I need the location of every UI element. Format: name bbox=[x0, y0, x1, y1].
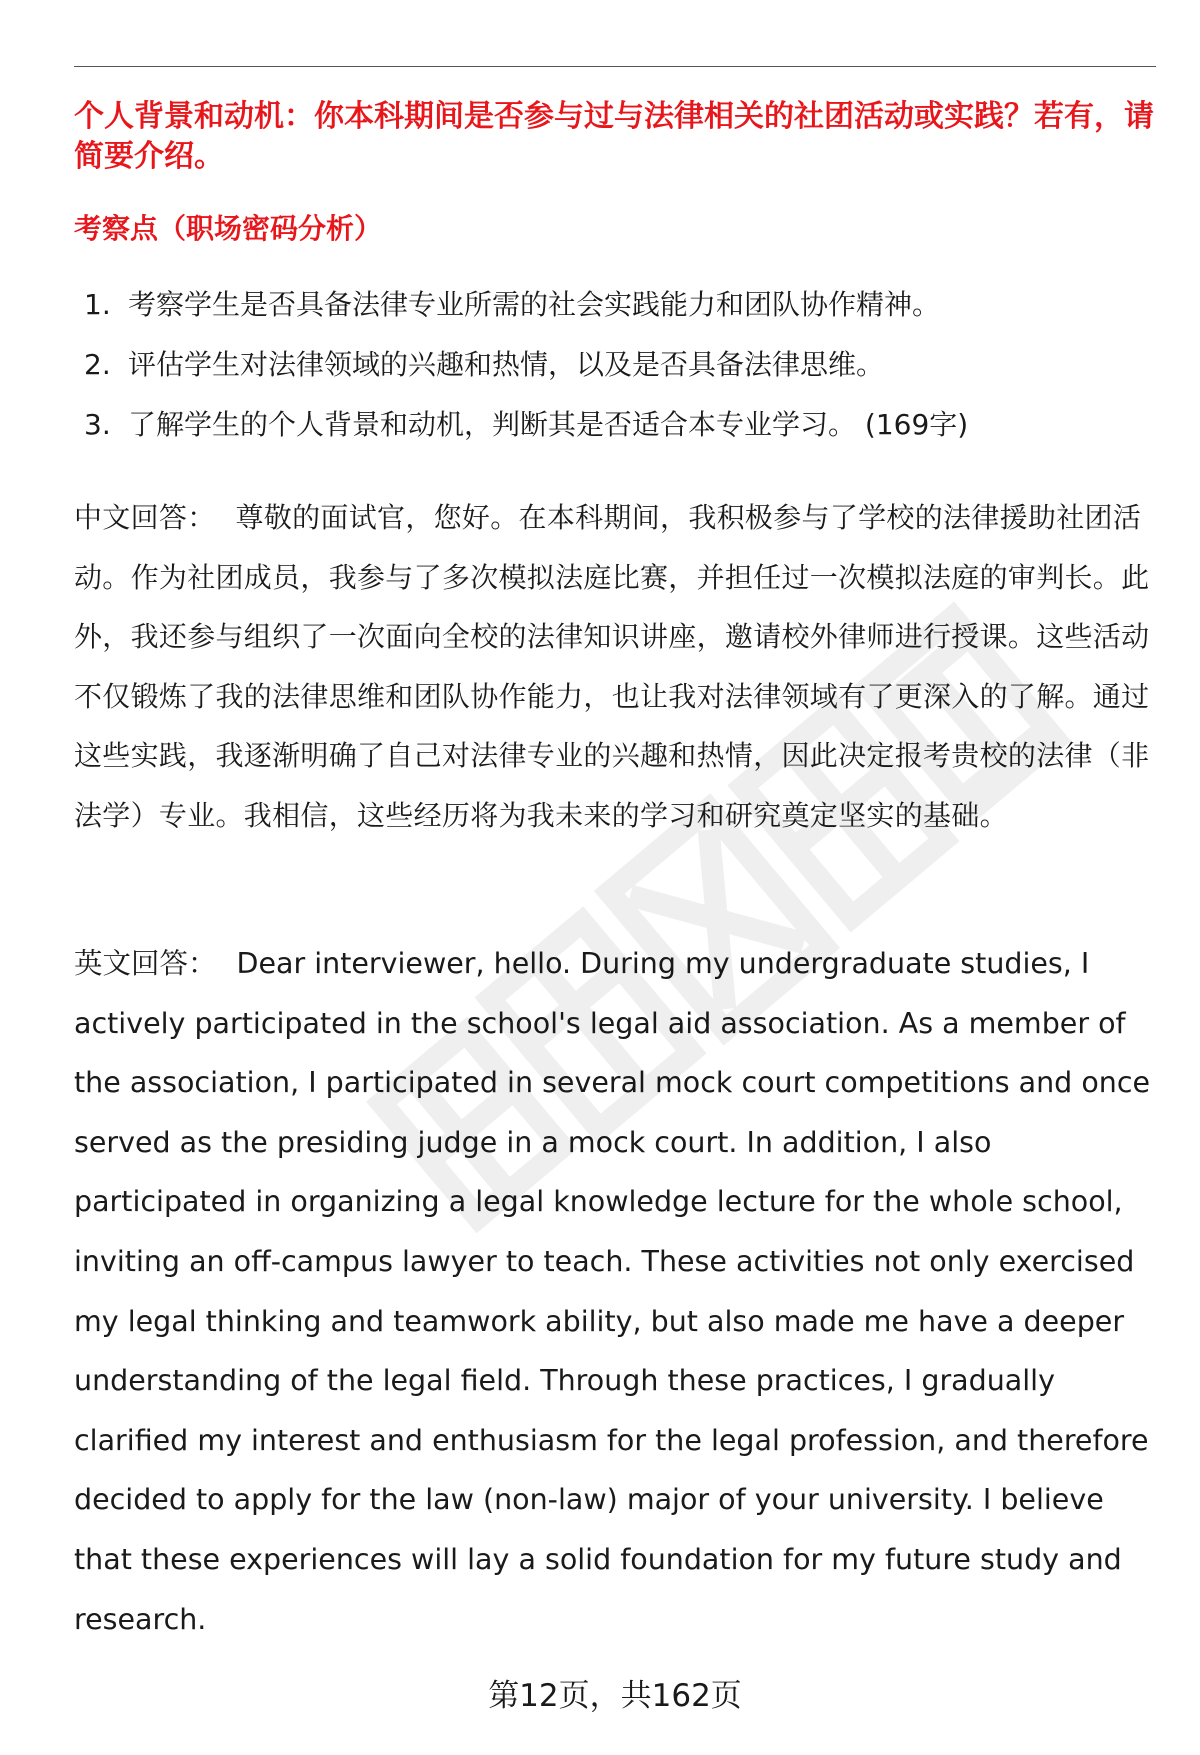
chinese-answer-label: 中文回答： bbox=[74, 501, 216, 534]
point-number: 3. bbox=[84, 408, 111, 441]
analysis-point bbox=[74, 406, 1156, 466]
point-text: 评估学生对法律领域的兴趣和热情，以及是否具备法律思维。 bbox=[128, 348, 885, 381]
analysis-points-list bbox=[74, 286, 1156, 466]
header-rule bbox=[74, 66, 1156, 67]
page-footer: 第12页，共162页 bbox=[488, 1678, 742, 1714]
english-answer-label: 英文回答： bbox=[74, 947, 217, 980]
analysis-point bbox=[74, 286, 1156, 346]
point-text: 了解学生的个人背景和动机，判断其是否适合本专业学习。 (169字) bbox=[128, 408, 969, 441]
document-page bbox=[74, 0, 1156, 1755]
analysis-point bbox=[74, 346, 1156, 406]
point-number: 2. bbox=[84, 348, 111, 381]
question-heading: 个人背景和动机：你本科期间是否参与过与法律相关的社团活动或实践？若有，请简要介绍。 bbox=[74, 99, 1154, 174]
chinese-answer bbox=[74, 488, 1156, 846]
point-number: 1. bbox=[84, 288, 111, 321]
chinese-answer-text: 尊敬的面试官，您好。在本科期间，我积极参与了学校的法律援助社团活动。作为社团成员，我参与了多次模拟法庭比赛，并担任过一次模拟法庭的审判长。此外，我还参与组织了一次面向全校的法律知识讲座，邀请校外律师进行授课。这些活动不仅锻炼了我的法律思维和团队协作能力，也让我对法律领域有了更深入的了解。通过这些实践，我逐渐明确了自己对法律专业的兴趣和热情，因此决定报考贵校的法律（非法学）专业。我相信，这些经历将为我未来的学习和研究奠定坚实的基础。 bbox=[74, 501, 1150, 832]
english-answer-text: Dear interviewer, hello. During my undergraduate studies, I actively participated in the school's legal aid association. As a member of the association, I participated in several mock court competitions and once served as the presiding judge in a mock court. In addition, I also participated in organizing a legal knowledge lecture for the whole school, inviting an off-campus lawyer to teach. These activities not only exercised my legal thinking and teamwork ability, but also made me have a deeper understanding of the legal field. Through these practices, I gradually clarified my interest and enthusiasm for the legal profession, and therefore decided to apply for the law (non-law) major of your university. I believe that these experiences will lay a solid foundation for my future study and research. bbox=[74, 947, 1151, 1636]
analysis-heading: 考察点（职场密码分析） bbox=[74, 212, 383, 245]
english-answer bbox=[74, 934, 1156, 1649]
point-text: 考察学生是否具备法律专业所需的社会实践能力和团队协作精神。 bbox=[128, 288, 941, 321]
